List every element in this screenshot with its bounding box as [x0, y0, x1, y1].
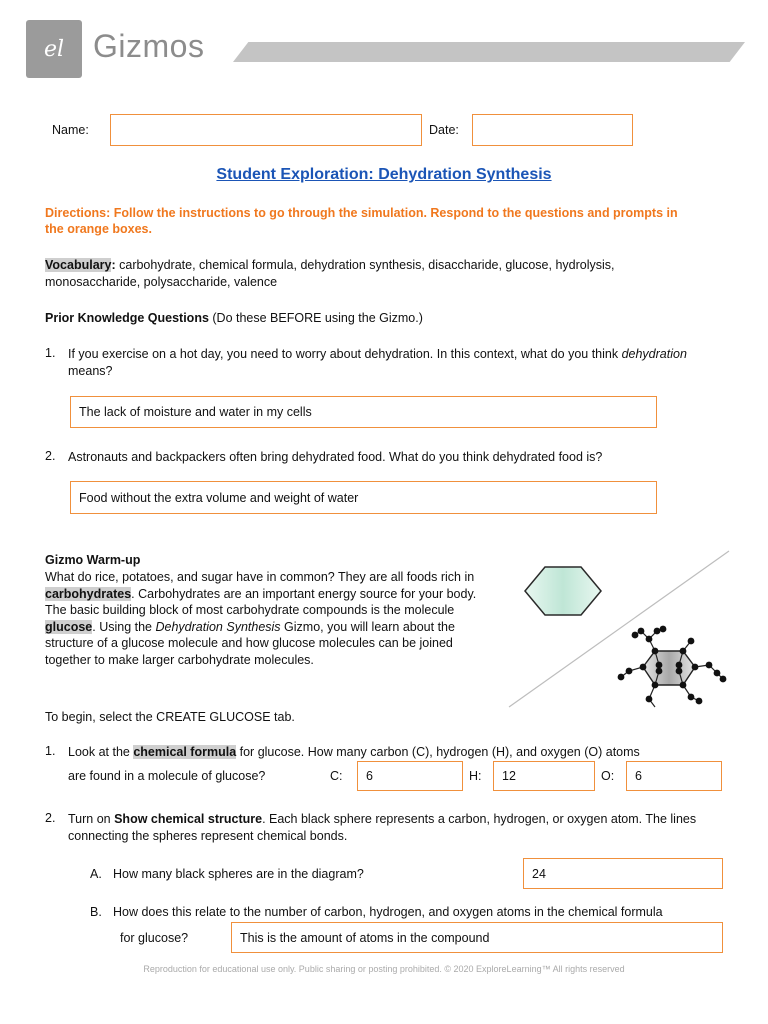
q1-text-b: means?: [68, 363, 113, 378]
warmup-highlight-carbohydrates: carbohydrates: [45, 586, 132, 601]
carbon-count-field[interactable]: 6: [357, 761, 463, 791]
header-bar: [233, 42, 745, 62]
formula-relation-field[interactable]: This is the amount of atoms in the compound: [231, 922, 723, 953]
wq1-text-a: Look at the: [68, 745, 134, 759]
name-field[interactable]: [110, 114, 422, 146]
sub-letter-b: B.: [90, 905, 102, 919]
warmup-t1: What do rice, potatoes, and sugar have in common? They are all foods rich in: [45, 570, 475, 584]
wq2-text-a: Turn on: [68, 812, 115, 826]
explorelearning-logo: [26, 20, 82, 78]
vocabulary-label: Vocabulary: [45, 258, 112, 272]
question-number: 1.: [45, 744, 56, 758]
prior-question-2: Astronauts and backpackers often bring dehydrated food. What do you think dehydrated food is?: [68, 450, 603, 464]
vocabulary-terms: carbohydrate, chemical formula, dehydration synthesis, disaccharide, glucose, hydrolysis, monosaccharide, polysaccharide, valence: [45, 258, 615, 289]
vocabulary-colon: :: [111, 258, 116, 272]
oxygen-count-field[interactable]: 6: [626, 761, 722, 791]
question-number: 1.: [45, 346, 56, 360]
oxygen-label: O:: [601, 769, 615, 783]
wq1-text-b: for glucose. How many carbon (C), hydrogen (H), and oxygen (O) atoms: [236, 745, 640, 759]
prior-knowledge-heading: [45, 310, 423, 327]
hydrogen-label: H:: [469, 769, 482, 783]
page-title: Student Exploration: Dehydration Synthesis: [216, 166, 552, 183]
logo-mark: el: [43, 36, 65, 62]
sub-question-b: How does this relate to the number of carbon, hydrogen, and oxygen atoms in the chemical formula: [113, 905, 663, 919]
prior-heading-note: (Do these BEFORE using the Gizmo.): [208, 311, 423, 325]
date-label: Date:: [429, 123, 459, 137]
directions: Directions: Follow the instructions to go through the simulation. Respond to the questions and prompts in the orange boxes.: [45, 206, 678, 236]
date-field[interactable]: [472, 114, 633, 146]
prior-question-1: [68, 346, 708, 379]
warmup-question-1-cont: are found in a molecule of glucose?: [68, 769, 266, 783]
wq1-highlight: chemical formula: [133, 745, 237, 759]
warmup-t2: . Carbohydrates are an important energy source for your body. The basic building block of most carbohydrate compounds is the molecule: [45, 586, 477, 617]
name-label: Name:: [52, 123, 89, 137]
prior-answer-2[interactable]: Food without the extra volume and weight of water: [70, 481, 657, 514]
prior-answer-1[interactable]: The lack of moisture and water in my cells: [70, 396, 657, 428]
hydrogen-count-field[interactable]: 12: [493, 761, 595, 791]
warmup-paragraph: [45, 569, 485, 668]
footer-copyright: Reproduction for educational use only. Public sharing or posting prohibited. © 2020 ExploreLearning™ All rights reserved: [143, 964, 625, 974]
glucose-molecule-illustration: [495, 545, 735, 715]
question-number: 2.: [45, 449, 56, 463]
carbon-label: C:: [330, 769, 343, 783]
warmup-highlight-glucose: glucose: [45, 619, 93, 634]
warmup-begin: To begin, select the CREATE GLUCOSE tab.: [45, 710, 295, 724]
warmup-question-2: [68, 811, 728, 844]
wq2-bold: Show chemical structure: [114, 812, 263, 826]
warmup-t3: . Using the: [92, 619, 156, 634]
q1-text-em: dehydration: [621, 347, 687, 361]
q1-text-a: If you exercise on a hot day, you need to worry about dehydration. In this context, what do you think: [68, 347, 622, 361]
sphere-count-field[interactable]: 24: [523, 858, 723, 889]
sub-question-b-cont: for glucose?: [120, 931, 189, 945]
warmup-t4: Gizmo, you will learn about the structure of a glucose molecule and how glucose molecules can be joined together to make larger carbohydrate molecules.: [45, 619, 455, 667]
wq2-text-b: . Each black sphere represents a carbon, hydrogen, or oxygen atom. The lines connecting the spheres represent chemical bonds.: [68, 812, 697, 843]
warmup-em: Dehydration Synthesis: [155, 619, 281, 634]
brand-name: Gizmos: [93, 28, 205, 64]
warmup-question-1: [68, 744, 728, 761]
sub-letter-a: A.: [90, 867, 102, 881]
vocabulary-paragraph: [45, 257, 685, 290]
question-number: 2.: [45, 811, 56, 825]
glucose-ring-simple-icon: [525, 567, 601, 615]
sub-question-a: How many black spheres are in the diagram?: [113, 867, 364, 881]
warmup-heading: Gizmo Warm-up: [45, 553, 141, 567]
prior-heading-text: Prior Knowledge Questions: [45, 311, 209, 325]
